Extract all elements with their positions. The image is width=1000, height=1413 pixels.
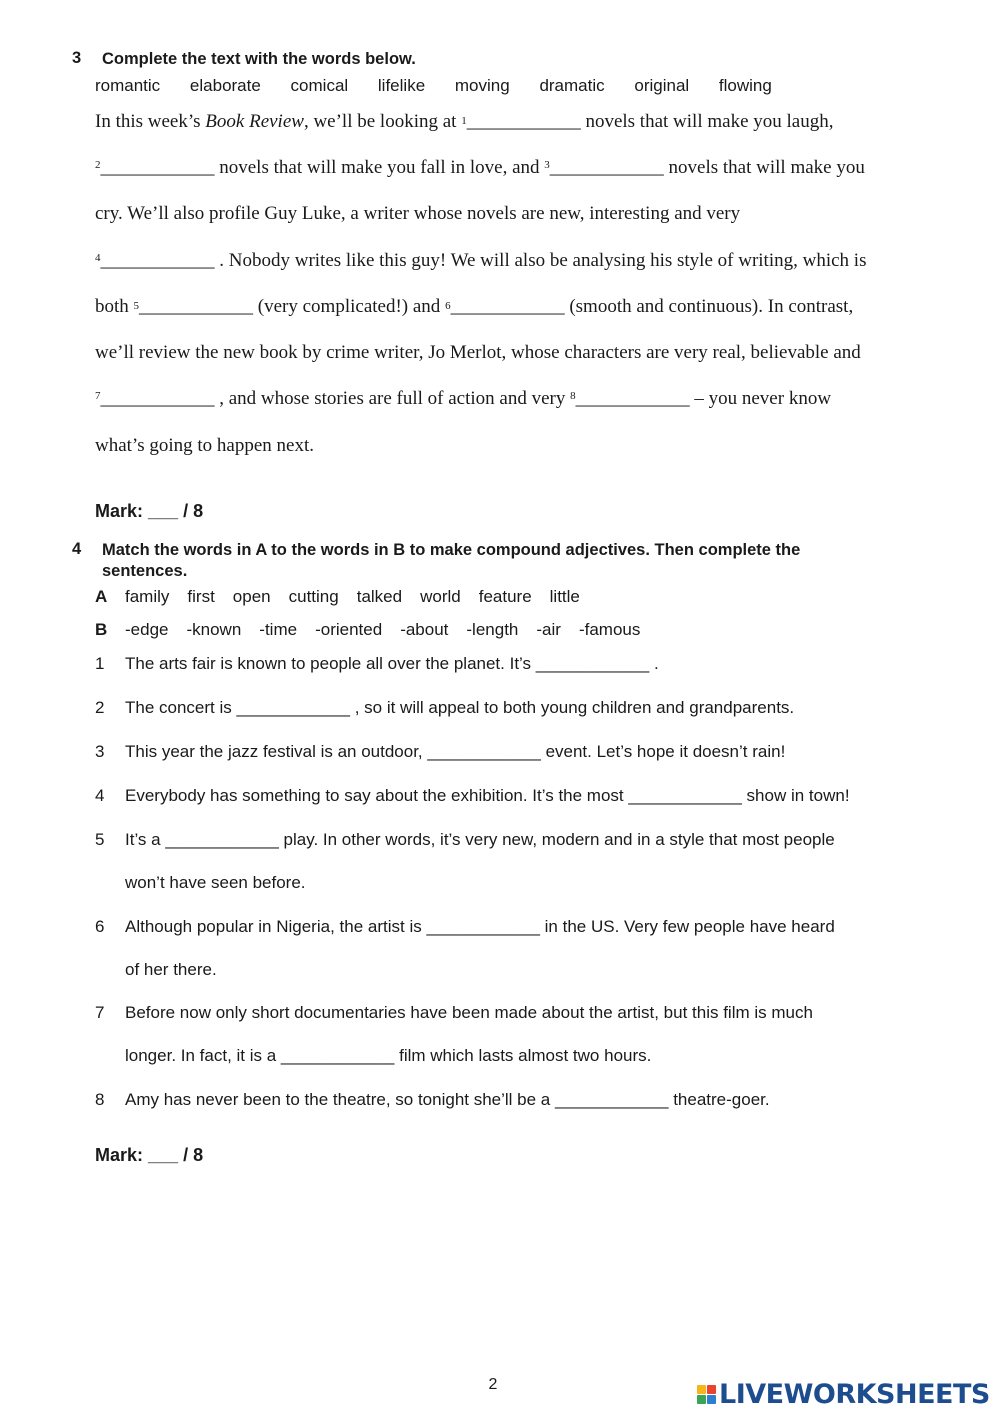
question-4 (125, 786, 850, 806)
word-bank (95, 76, 772, 96)
text: – you never know (689, 388, 832, 409)
text: , and whose stories are full of action and very (214, 388, 571, 409)
q3-answer-blank[interactable]: ____________ (427, 742, 541, 761)
paragraph-line-2 (95, 157, 865, 179)
mark-total: / 8 (183, 501, 204, 521)
question-6-continued: of her there. (125, 960, 217, 979)
section3-number: 3 (72, 49, 82, 67)
question-number: 4 (95, 786, 105, 805)
row-b-word: -oriented (315, 620, 383, 639)
question-number: 2 (95, 698, 105, 717)
q1-answer-blank[interactable]: ____________ (535, 654, 650, 673)
paragraph-line-5 (95, 296, 853, 318)
paragraph-line-3: cry. We’ll also profile Guy Luke, a writer whose novels are new, interesting and very (95, 203, 741, 224)
text: event. Let’s hope it doesn’t rain! (540, 742, 786, 761)
gap-number: 8 (570, 390, 576, 402)
word-bank-item: moving (454, 76, 510, 95)
gap-number: 3 (544, 159, 550, 171)
q8-answer-blank[interactable]: ____________ (555, 1090, 669, 1109)
word-bank-item: flowing (718, 76, 772, 95)
text: Amy has never been to the theatre, so tonight she’ll be a (125, 1090, 555, 1109)
row-a-word: open (232, 587, 271, 606)
question-7: Before now only short documentaries have been made about the artist, but this film is much (125, 1003, 813, 1022)
row-a-word: cutting (288, 587, 339, 606)
logo-square (707, 1395, 716, 1404)
paragraph-line-7 (95, 388, 831, 410)
text: This year the jazz festival is an outdoor, (125, 742, 428, 761)
section4-number: 4 (72, 540, 82, 558)
mark-total: / 8 (183, 1145, 204, 1165)
row-a-word: world (420, 587, 461, 606)
question-number: 3 (95, 742, 105, 761)
answer-blank-1[interactable]: ____________ (466, 111, 581, 132)
row-b-word: -famous (578, 620, 641, 639)
gap-number: 2 (95, 159, 101, 171)
section3-mark (95, 501, 203, 522)
question-8 (125, 1090, 770, 1110)
text: in the US. Very few people have heard (539, 917, 835, 936)
book-review-title: Book Review (205, 111, 304, 132)
row-b-word: -air (536, 620, 561, 639)
question-1 (125, 654, 659, 674)
answer-blank-7[interactable]: ____________ (100, 388, 215, 409)
text: . (649, 654, 659, 673)
paragraph-line-6: we’ll review the new book by crime writer, Jo Merlot, whose characters are very real, believable and (95, 342, 861, 363)
mark-label: Mark: (95, 501, 144, 521)
gap-number: 4 (95, 252, 101, 264)
q5-answer-blank[interactable]: ____________ (165, 830, 279, 849)
text: (very complicated!) and (253, 296, 446, 317)
text: both (95, 296, 134, 317)
logo-square (697, 1395, 706, 1404)
word-bank-item: original (634, 76, 690, 95)
question-number: 8 (95, 1090, 105, 1109)
text: (smooth and continuous). In contrast, (564, 296, 854, 317)
row-a-word: first (187, 587, 215, 606)
question-number: 1 (95, 654, 105, 673)
answer-blank-3[interactable]: ____________ (549, 157, 664, 178)
question-5-continued: won’t have seen before. (125, 873, 306, 892)
row-a-word: feature (478, 587, 532, 606)
row-b-label: B (95, 620, 108, 639)
answer-blank-5[interactable]: ____________ (139, 296, 254, 317)
row-b-word: -edge (125, 620, 169, 639)
paragraph-line-8: what’s going to happen next. (95, 435, 314, 456)
word-bank-item: lifelike (377, 76, 426, 95)
question-number: 7 (95, 1003, 105, 1022)
logo-square (707, 1385, 716, 1394)
text: The concert is (125, 698, 237, 717)
question-number: 6 (95, 917, 105, 936)
text: novels that will make you fall in love, and (214, 157, 545, 178)
answer-blank-6[interactable]: ____________ (450, 296, 565, 317)
row-a-word: little (549, 587, 580, 606)
section4-title-line: sentences. (102, 562, 188, 580)
text: longer. In fact, it is a (125, 1046, 281, 1065)
text: , we’ll be looking at (303, 111, 462, 132)
gap-number: 7 (95, 390, 101, 402)
row-a-word: talked (356, 587, 403, 606)
section3-title: Complete the text with the words below. (102, 50, 416, 68)
text: , so it will appeal to both young children and grandparents. (349, 698, 795, 717)
logo-icon (697, 1385, 716, 1404)
question-2 (125, 698, 794, 718)
q7-answer-blank[interactable]: ____________ (280, 1046, 395, 1065)
answer-blank-4[interactable]: ____________ (100, 250, 215, 271)
text: play. In other words, it’s very new, modern and in a style that most people (278, 830, 835, 849)
page-number: 2 (488, 1376, 498, 1393)
q6-answer-blank[interactable]: ____________ (426, 917, 540, 936)
answer-blank-8[interactable]: ____________ (575, 388, 690, 409)
word-row-a (95, 587, 598, 607)
text: film which lasts almost two hours. (394, 1046, 652, 1065)
question-number: 5 (95, 830, 105, 849)
question-6 (125, 917, 835, 937)
word-bank-item: romantic (95, 76, 161, 95)
text: novels that will make you laugh, (580, 111, 834, 132)
paragraph-line-4 (95, 250, 866, 272)
row-b-word: -about (400, 620, 449, 639)
text: . Nobody writes like this guy! We will also be analysing his style of writing, which is (214, 250, 867, 271)
text: theatre-goer. (668, 1090, 770, 1109)
row-b-word: -length (466, 620, 519, 639)
word-bank-item: comical (290, 76, 349, 95)
text: Everybody has something to say about the exhibition. It’s the most (125, 786, 629, 805)
logo-text: LIVEWORKSHEETS (719, 1378, 990, 1410)
section4-title-line: Match the words in A to the words in B to make compound adjectives. Then complete the (102, 541, 801, 559)
row-a-word: family (125, 587, 170, 606)
gap-number: 1 (461, 115, 467, 127)
section4-mark (95, 1145, 203, 1166)
word-row-b (95, 620, 658, 640)
logo-square (697, 1385, 706, 1394)
question-5 (125, 830, 835, 850)
word-bank-item: dramatic (539, 76, 605, 95)
row-b-word: -time (259, 620, 298, 639)
text: The arts fair is known to people all over the planet. It’s (125, 654, 536, 673)
text: It’s a (125, 830, 166, 849)
mark-score-blank[interactable]: ___ (148, 1145, 179, 1165)
row-b-word: -known (186, 620, 242, 639)
mark-score-blank[interactable]: ___ (148, 501, 179, 521)
section4-title (102, 540, 800, 582)
liveworksheets-logo[interactable] (697, 1378, 990, 1410)
text: show in town! (741, 786, 850, 805)
q2-answer-blank[interactable]: ____________ (236, 698, 350, 717)
question-7-continued (125, 1046, 651, 1066)
gap-number: 6 (445, 300, 451, 312)
text: Although popular in Nigeria, the artist is (125, 917, 427, 936)
row-a-label: A (95, 587, 108, 606)
mark-label: Mark: (95, 1145, 144, 1165)
answer-blank-2[interactable]: ____________ (100, 157, 215, 178)
text: novels that will make you (663, 157, 865, 178)
paragraph-line-1 (95, 111, 833, 133)
word-bank-item: elaborate (189, 76, 261, 95)
question-3 (125, 742, 785, 762)
text: In this week’s (95, 111, 206, 132)
q4-answer-blank[interactable]: ____________ (628, 786, 742, 805)
gap-number: 5 (133, 300, 140, 312)
